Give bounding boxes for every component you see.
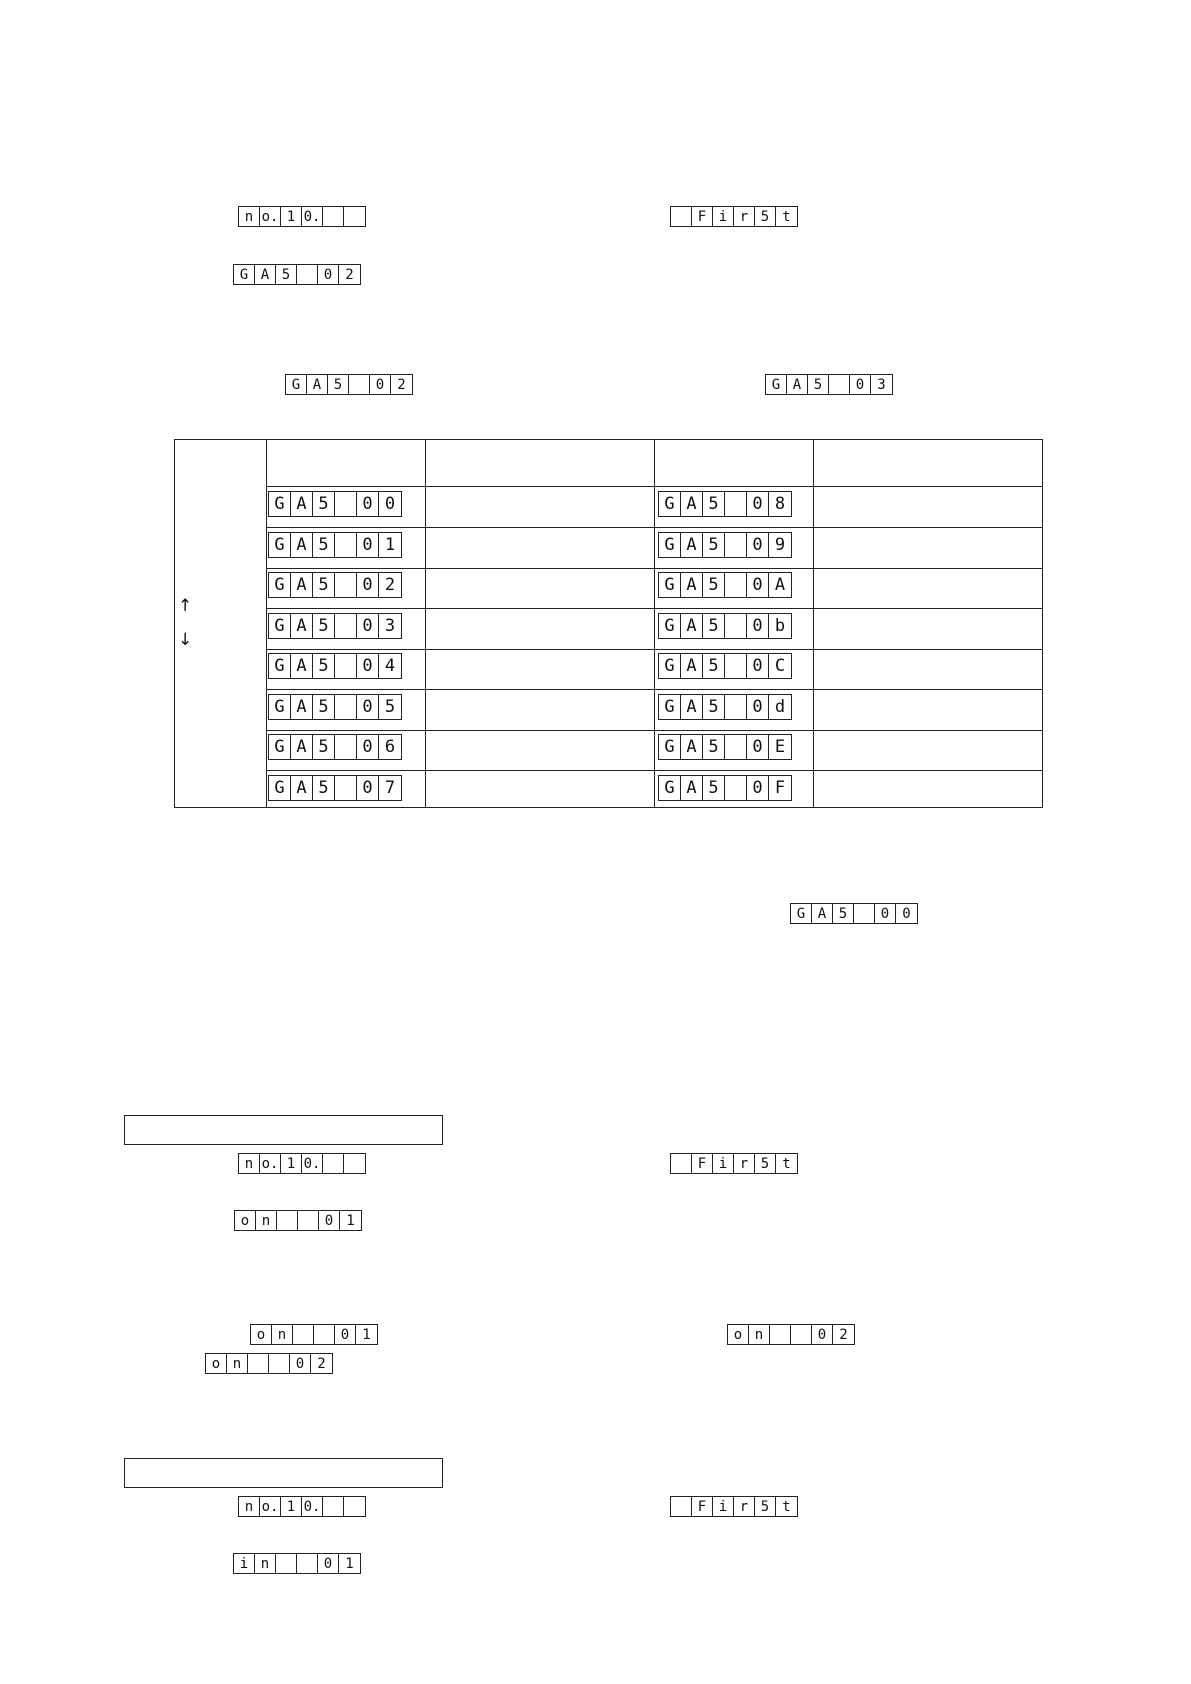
lcd-digit: F (692, 1154, 713, 1173)
lcd-digit: 0. (302, 1154, 323, 1173)
lcd-digit: n (239, 207, 260, 226)
lcd-digit: 2 (345, 266, 354, 283)
lcd-digit: 0 (747, 573, 769, 597)
lcd-digit: o. (260, 207, 281, 226)
table-divider (266, 527, 1042, 528)
table-row-right-display (658, 734, 792, 760)
lcd-digit (298, 1211, 319, 1230)
lcd-digit: 5 (703, 695, 725, 719)
lcd-digit: A (291, 573, 313, 597)
lcd-digit: F (692, 1497, 713, 1516)
lcd-digit: 0. (302, 1497, 323, 1516)
lcd-digit: 0 (747, 533, 769, 557)
lcd-digit: 0 (850, 375, 871, 394)
lcd-digit: A (681, 614, 703, 638)
lcd-digit: 9 (774, 534, 786, 555)
lcd-digit: 5 (384, 696, 396, 717)
lcd-digit: 5 (808, 375, 829, 394)
lcd-digit: i (713, 1154, 734, 1173)
lcd-digit: 5 (313, 654, 335, 678)
table-row-right-display (658, 613, 792, 639)
table-row-left-display (268, 491, 402, 517)
lcd-digit (335, 654, 357, 678)
lcd-digit (335, 492, 357, 516)
lcd-digit (335, 776, 357, 800)
lcd-digit: 5 (313, 614, 335, 638)
lcd-digit (323, 207, 344, 226)
section-heading-box (124, 1115, 443, 1145)
lcd-digit: A (291, 533, 313, 557)
table-row-left-display (268, 532, 402, 558)
lcd-digit: 0 (747, 654, 769, 678)
lcd-digit: 5 (755, 207, 776, 226)
display-gas-to (765, 374, 893, 395)
section-heading-box (124, 1458, 443, 1488)
table-row-right-display (658, 532, 792, 558)
lcd-digit: 3 (877, 376, 886, 393)
lcd-digit: 0 (357, 695, 379, 719)
lcd-digit: 5 (313, 492, 335, 516)
table-row-right-display (658, 491, 792, 517)
lcd-digit: G (766, 375, 787, 394)
lcd-digit: n (239, 1154, 260, 1173)
lcd-digit: 7 (384, 777, 396, 798)
lcd-digit (854, 904, 875, 923)
lcd-digit: o. (260, 1497, 281, 1516)
lcd-digit: 1 (346, 1212, 355, 1229)
display-mode-number (238, 1153, 366, 1174)
table-row-right-display (658, 653, 792, 679)
lcd-digit: n (227, 1354, 248, 1373)
lcd-digit: 2 (317, 1355, 326, 1372)
lcd-digit (277, 1211, 298, 1230)
lcd-digit: i (234, 1554, 255, 1573)
lcd-digit: 0 (370, 375, 391, 394)
lcd-digit: 0 (875, 904, 896, 923)
lcd-digit: 5 (755, 1154, 776, 1173)
table-divider (266, 730, 1042, 731)
lcd-digit: b (774, 615, 786, 636)
lcd-digit (335, 573, 357, 597)
lcd-digit (293, 1325, 314, 1344)
arrow-down-icon: ↓ (178, 630, 193, 650)
lcd-digit: 5 (313, 533, 335, 557)
lcd-digit: A (681, 735, 703, 759)
lcd-digit: F (774, 777, 786, 798)
lcd-digit: o (206, 1354, 227, 1373)
lcd-digit: 0 (318, 1554, 339, 1573)
lcd-digit: 1 (345, 1555, 354, 1572)
display-gas-reset (790, 903, 918, 924)
lcd-digit: n (256, 1211, 277, 1230)
lcd-digit: 0 (747, 776, 769, 800)
lcd-digit: 0. (302, 207, 323, 226)
lcd-digit: G (269, 735, 291, 759)
table-row-right-display (658, 694, 792, 720)
lcd-digit: G (269, 492, 291, 516)
table-row-left-display (268, 613, 402, 639)
lcd-digit: G (269, 573, 291, 597)
lcd-digit: A (291, 735, 313, 759)
lcd-digit (791, 1325, 812, 1344)
lcd-digit: o (235, 1211, 256, 1230)
lcd-digit: G (659, 614, 681, 638)
table-divider (266, 486, 1042, 487)
table-divider (266, 649, 1042, 650)
table-row-left-display (268, 694, 402, 720)
lcd-digit (344, 1497, 365, 1516)
lcd-digit: A (774, 574, 786, 595)
lcd-digit: 5 (703, 492, 725, 516)
lcd-digit: 5 (313, 695, 335, 719)
lcd-digit (276, 1554, 297, 1573)
lcd-digit: 0 (747, 614, 769, 638)
lcd-digit: A (291, 695, 313, 719)
lcd-digit (344, 1154, 365, 1173)
lcd-digit (335, 533, 357, 557)
lcd-digit: G (269, 614, 291, 638)
lcd-digit: A (681, 695, 703, 719)
display-first (670, 206, 798, 227)
lcd-digit: 0 (357, 533, 379, 557)
lcd-digit (335, 614, 357, 638)
lcd-digit: 0 (335, 1325, 356, 1344)
lcd-digit: A (812, 904, 833, 923)
display-on-to (727, 1324, 855, 1345)
lcd-digit: n (239, 1497, 260, 1516)
display-mode-number (238, 206, 366, 227)
lcd-digit: 0 (384, 493, 396, 514)
lcd-digit: 0 (357, 654, 379, 678)
lcd-digit (671, 207, 692, 226)
display-in-value (233, 1553, 361, 1574)
lcd-digit: G (659, 533, 681, 557)
lcd-digit: A (291, 492, 313, 516)
lcd-digit: 2 (839, 1326, 848, 1343)
display-mode-number (238, 1496, 366, 1517)
lcd-digit: i (713, 207, 734, 226)
lcd-digit: 0 (747, 492, 769, 516)
lcd-digit: G (791, 904, 812, 923)
lcd-digit: 3 (384, 615, 396, 636)
lcd-digit (725, 735, 747, 759)
table-row-right-display (658, 775, 792, 801)
lcd-digit: G (659, 654, 681, 678)
lcd-digit (725, 614, 747, 638)
lcd-digit: G (659, 573, 681, 597)
lcd-digit (323, 1154, 344, 1173)
lcd-digit: 1 (362, 1326, 371, 1343)
lcd-digit: 5 (703, 533, 725, 557)
lcd-digit: n (272, 1325, 293, 1344)
lcd-digit (349, 375, 370, 394)
lcd-digit: r (734, 1497, 755, 1516)
lcd-digit: C (774, 655, 786, 676)
lcd-digit (297, 265, 318, 284)
lcd-digit (671, 1497, 692, 1516)
lcd-digit (335, 695, 357, 719)
lcd-digit: 2 (384, 574, 396, 595)
lcd-digit: 0 (357, 492, 379, 516)
table-row-left-display (268, 734, 402, 760)
lcd-digit (269, 1354, 290, 1373)
lcd-digit: G (659, 695, 681, 719)
lcd-digit: 6 (384, 736, 396, 757)
display-first (670, 1153, 798, 1174)
table-divider (266, 689, 1042, 690)
table-divider (425, 440, 426, 807)
lcd-digit: 0 (357, 573, 379, 597)
lcd-digit (725, 654, 747, 678)
display-on-result (205, 1353, 333, 1374)
lcd-digit: 1 (384, 534, 396, 555)
lcd-digit: A (681, 654, 703, 678)
lcd-digit: A (681, 573, 703, 597)
lcd-digit: A (787, 375, 808, 394)
lcd-digit: 1 (281, 1154, 302, 1173)
lcd-digit: r (734, 207, 755, 226)
lcd-digit: 4 (384, 655, 396, 676)
lcd-digit: 0 (747, 695, 769, 719)
lcd-digit: 5 (703, 654, 725, 678)
lcd-digit: 0 (318, 265, 339, 284)
lcd-digit: 5 (313, 735, 335, 759)
lcd-digit: t (782, 1498, 791, 1515)
arrow-up-icon: ↑ (178, 596, 193, 616)
lcd-digit (770, 1325, 791, 1344)
lcd-digit (725, 573, 747, 597)
display-gas-value (233, 264, 361, 285)
lcd-digit: A (681, 492, 703, 516)
table-row-left-display (268, 572, 402, 598)
lcd-digit (829, 375, 850, 394)
lcd-digit: 5 (313, 573, 335, 597)
lcd-digit: G (269, 776, 291, 800)
lcd-digit: 0 (357, 735, 379, 759)
lcd-digit: G (269, 533, 291, 557)
lcd-digit (323, 1497, 344, 1516)
lcd-digit: 0 (812, 1325, 833, 1344)
lcd-digit: 0 (290, 1354, 311, 1373)
lcd-digit (297, 1554, 318, 1573)
lcd-digit: 1 (281, 1497, 302, 1516)
lcd-digit: i (713, 1497, 734, 1516)
lcd-digit: A (681, 533, 703, 557)
lcd-digit: 2 (397, 376, 406, 393)
lcd-digit: 0 (357, 776, 379, 800)
lcd-digit: G (286, 375, 307, 394)
lcd-digit (344, 207, 365, 226)
lcd-digit: G (269, 695, 291, 719)
table-divider (266, 608, 1042, 609)
lcd-digit: t (782, 1155, 791, 1172)
lcd-digit (248, 1354, 269, 1373)
lcd-digit: G (659, 492, 681, 516)
table-divider (813, 440, 814, 807)
lcd-digit: G (659, 735, 681, 759)
lcd-digit: 0 (747, 735, 769, 759)
lcd-digit: o. (260, 1154, 281, 1173)
lcd-digit (335, 735, 357, 759)
lcd-digit (671, 1154, 692, 1173)
lcd-digit: d (774, 696, 786, 717)
lcd-digit: A (681, 776, 703, 800)
table-row-left-display (268, 775, 402, 801)
lcd-digit: A (291, 614, 313, 638)
lcd-digit: 5 (328, 375, 349, 394)
lcd-digit: 5 (276, 265, 297, 284)
lcd-digit: 0 (319, 1211, 340, 1230)
lcd-digit: A (291, 776, 313, 800)
lcd-digit: 5 (755, 1497, 776, 1516)
table-divider (266, 568, 1042, 569)
lcd-digit: A (291, 654, 313, 678)
table-divider (654, 440, 655, 807)
lcd-digit (725, 492, 747, 516)
display-on-value (234, 1210, 362, 1231)
lcd-digit: 5 (703, 735, 725, 759)
lcd-digit: G (234, 265, 255, 284)
lcd-digit: G (659, 776, 681, 800)
display-gas-from (285, 374, 413, 395)
lcd-digit: 1 (281, 207, 302, 226)
lcd-digit: 0 (357, 614, 379, 638)
lcd-digit: 5 (833, 904, 854, 923)
lcd-digit (725, 776, 747, 800)
lcd-digit: F (692, 207, 713, 226)
lcd-digit: n (749, 1325, 770, 1344)
lcd-digit: G (269, 654, 291, 678)
lcd-digit: 0 (902, 905, 911, 922)
lcd-digit (725, 533, 747, 557)
lcd-digit: o (251, 1325, 272, 1344)
lcd-digit: t (782, 208, 791, 225)
lcd-digit: E (774, 736, 786, 757)
lcd-digit: A (255, 265, 276, 284)
lcd-digit: 5 (703, 573, 725, 597)
display-first (670, 1496, 798, 1517)
lcd-digit: 5 (703, 776, 725, 800)
lcd-digit: 8 (774, 493, 786, 514)
lcd-digit: r (734, 1154, 755, 1173)
table-divider (266, 440, 267, 807)
table-row-left-display (268, 653, 402, 679)
lcd-digit: 5 (703, 614, 725, 638)
table-divider (266, 770, 1042, 771)
lcd-digit (725, 695, 747, 719)
lcd-digit (314, 1325, 335, 1344)
table-row-right-display (658, 572, 792, 598)
lcd-digit: n (255, 1554, 276, 1573)
lcd-digit: o (728, 1325, 749, 1344)
lcd-digit: A (307, 375, 328, 394)
display-on-from (250, 1324, 378, 1345)
lcd-digit: 5 (313, 776, 335, 800)
